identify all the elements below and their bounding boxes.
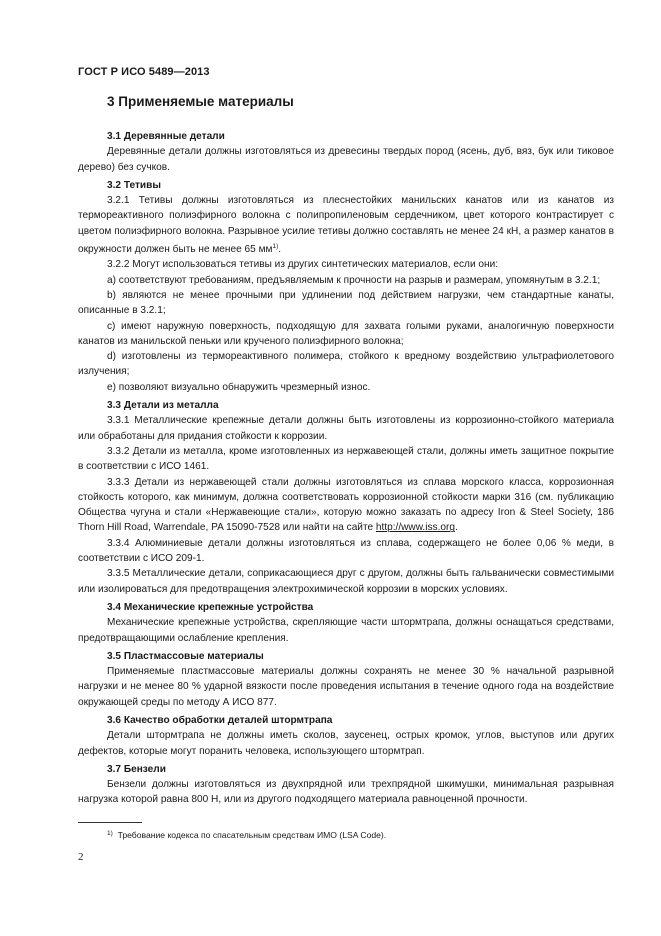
paragraph: 3.3.2 Детали из металла, кроме изготовленных из нержавеющей стали, должны иметь защитное покрытие в соответствии с ИСО 1461.: [78, 445, 614, 473]
footnote-separator: [78, 822, 142, 823]
footnote-text: Требование кодекса по спасательным средствам ИМО (LSA Code).: [117, 830, 387, 840]
document-body: [78, 126, 614, 808]
website-link[interactable]: http://www.iss.org: [375, 522, 455, 534]
document-header: ГОСТ Р ИСО 5489—2013: [78, 66, 210, 78]
paragraph: 3.3.4 Алюминиевые детали должны изготовляться из сплава, содержащего не более 0,06 % меди, в соответствии с ИСО 209-1.: [78, 537, 614, 565]
paragraph: 3.3.5 Металлические детали, соприкасающиеся друг с другом, должны быть гальванически совместимыми или изолироваться для предотвращения электрохимической коррозии в морских условиях.: [78, 568, 614, 595]
list-item: d) изготовлены из термореактивного полимера, стойкого к вредному воздействию ультрафиолетового излучения;: [78, 351, 614, 378]
subsection-heading: 3.1 Деревянные детали: [107, 131, 225, 142]
paragraph: Механические крепежные устройства, скрепляющие части штормтрапа, должны оснащаться средствами, предотвращающими ослабление крепления.: [78, 617, 614, 644]
paragraph: [78, 475, 614, 536]
paragraph: Применяемые пластмассовые материалы должны сохранять не менее 30 % начальной разрывной нагрузки и не менее 80 % ударной вязкости после проведения испытания в течение одного года на воздействие окружающей среды по методу А ИСО 877.: [78, 666, 614, 708]
subsection-heading: 3.4 Механические крепежные устройства: [107, 601, 314, 613]
page-number: 2: [78, 851, 84, 863]
subsection-heading: 3.2 Тетивы: [107, 179, 161, 191]
list-item: c) имеют наружную поверхность, подходящую для захвата голыми руками, аналогичную поверхности канатов из манильской пеньки или крученого полиэфирного волокна;: [78, 320, 614, 347]
list-item: e) позволяют визуально обнаружить чрезмерный износ.: [107, 381, 371, 393]
paragraph-text: 3.2.1 Тетивы должны изготовляться из плеснестойких манильских канатов или из канатов из термореактивного полиэфирного волокна с полипропиленовым сердечником, цвет которого контрастирует с цветом полиэфирного волокна. Разрывное усилие тетивы должно составлять не менее 24 кН, а размер канатов в окружности должен быть не менее 65 мм: [78, 195, 614, 256]
paragraph: [78, 193, 614, 257]
paragraph: Деревянные детали должны изготовляться из древесины твердых пород (ясень, дуб, вяз, бук или тиковое дерево) без сучков.: [78, 146, 614, 173]
footnote-ref-suffix: .: [278, 244, 282, 256]
subsection-heading: 3.3 Детали из металла: [107, 400, 219, 412]
footnote-marker: 1): [107, 830, 113, 837]
paragraph-text: 3.3.3 Детали из нержавеющей стали должны изготовляться из сплава морского класса, коррозионная стойкость которого, как минимум, должна соответствовать коррозионной стойкости марки 316 (см. публикацию Общества чугуна и стали «Нержавеющие стали», которую можно заказать по адресу Iron & Steel Society, 186 Thorn Hill Road, Warrendale, PA 15090-7528 или найти на сайте: [78, 476, 614, 534]
paragraph: Детали штормтрапа не должны иметь сколов, заусенец, острых кромок, углов, выступов или других дефектов, которые могут поранить человека, использующего штормтрап.: [78, 730, 614, 757]
paragraph: 3.2.2 Могут использоваться тетивы из других синтетических материалов, если они:: [107, 259, 499, 271]
subsection-heading: 3.6 Качество обработки деталей штормтрапа: [107, 714, 333, 726]
footnote-reference[interactable]: 1): [272, 243, 279, 251]
subsection-heading: 3.5 Пластмассовые материалы: [107, 650, 264, 662]
section-title: 3 Применяемые материалы: [107, 94, 294, 109]
paragraph: 3.3.1 Металлические крепежные детали должны быть изготовлены из коррозионно-стойкого материала или обработаны для придания стойкости к коррозии.: [78, 415, 614, 442]
paragraph: Бензели должны изготовляться из двухпрядной или трехпрядной шкимушки, минимальная разрывная нагрузка которой равна 800 Н, или из другого подходящего материала равноценной прочности.: [78, 779, 614, 806]
footnote: [107, 830, 386, 840]
subsection-heading: 3.7 Бензели: [107, 763, 166, 775]
link-suffix: .: [454, 522, 458, 534]
list-item: a) соответствуют требованиям, предъявляемым к прочности на разрыв и размерам, упомянутым в 3.2.1;: [107, 274, 601, 286]
list-item: b) являются не менее прочными при удлинении под действием нагрузки, чем стандартные канаты, описанные в 3.2.1;: [78, 289, 614, 317]
